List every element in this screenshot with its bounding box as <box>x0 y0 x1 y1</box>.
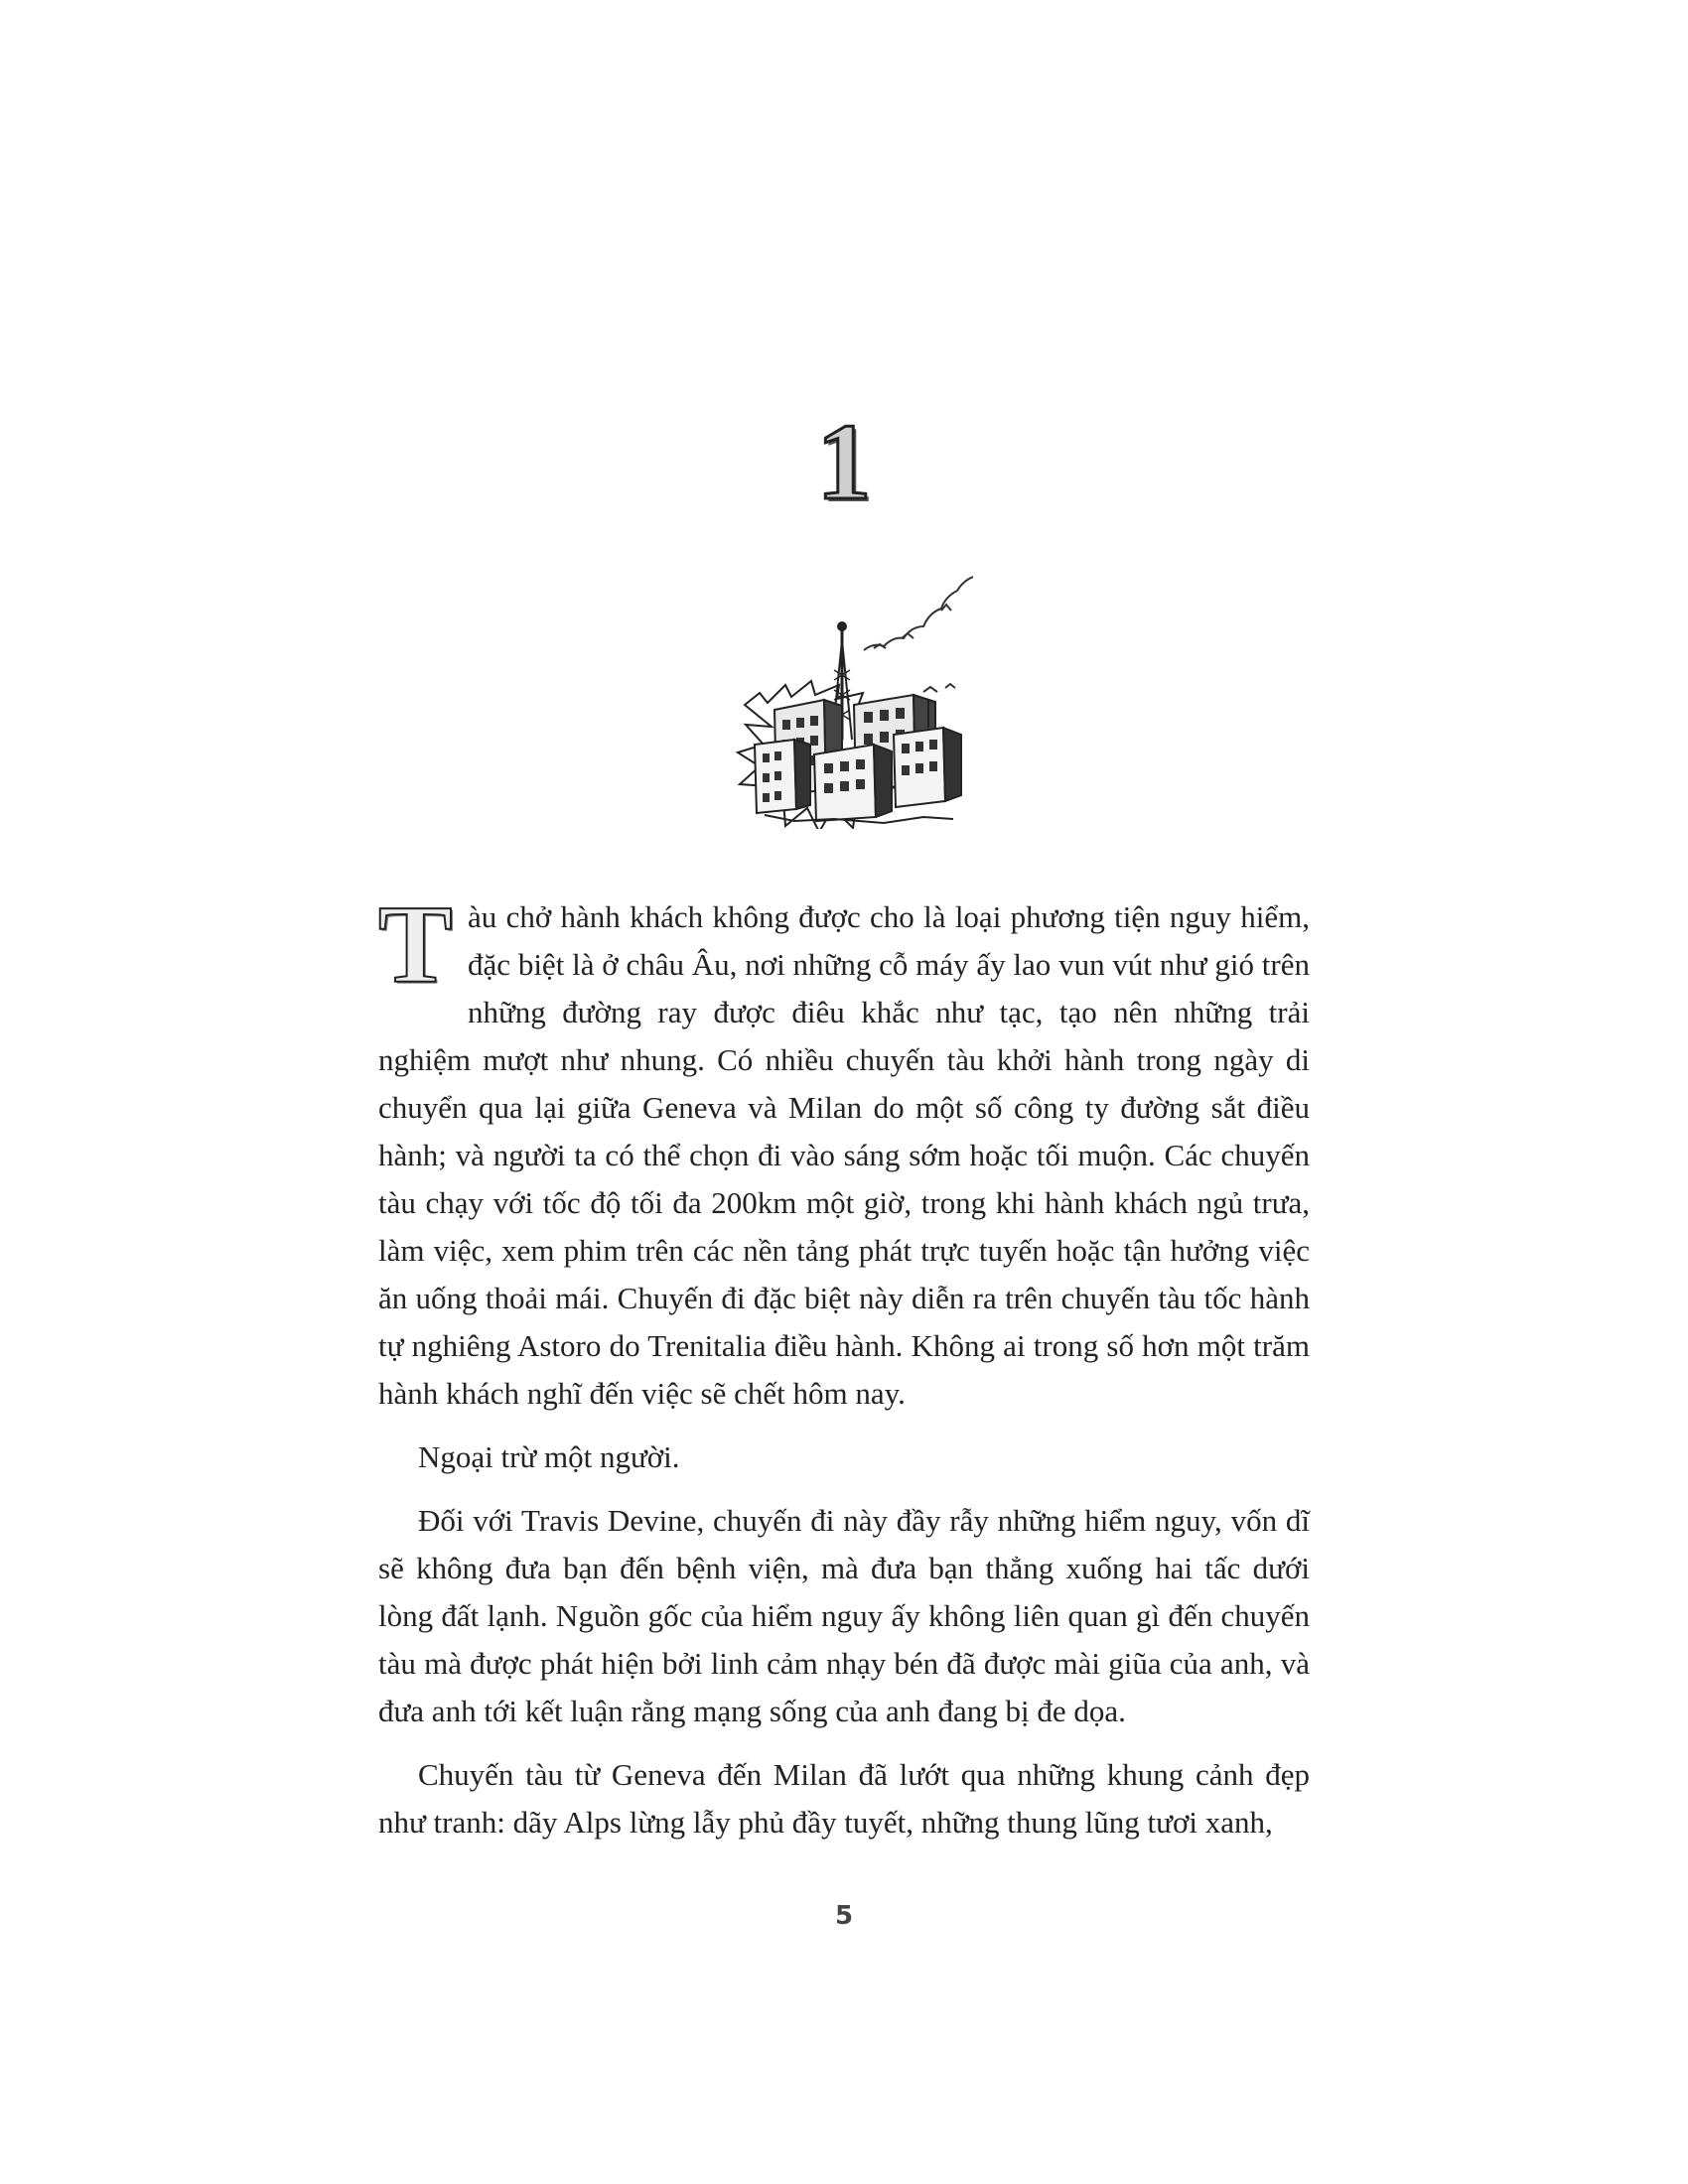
city-buildings-illustration <box>715 541 993 829</box>
chapter-number: 1 <box>816 401 872 522</box>
page-number: 5 <box>834 1901 854 1931</box>
chapter-text <box>378 884 1310 1846</box>
paragraph-4: Chuyến tàu từ Geneva đến Milan đã lướt qua những khung cảnh đẹp như tranh: dãy Alps lừng lẫy phủ đầy tuyết, những thung lũng tươi xanh, <box>378 1757 1310 1840</box>
drop-cap <box>378 884 460 1007</box>
paragraph-1-text: àu chở hành khách không được cho là loại phương tiện nguy hiểm, đặc biệt là ở châu Âu, nơi những cỗ máy ấy lao vun vút như gió trên những đường ray được điêu khắc như tạc, tạo nên những trải nghiệm mượt như nhung. Có nhiều chuyến tàu khởi hành trong ngày di chuyển qua lại giữa Geneva và Milan do một số công ty đường sắt điều hành; và người ta có thể chọn đi vào sáng sớm hoặc tối muộn. Các chuyến tàu chạy với tốc độ tối đa 200km một giờ, trong khi hành khách ngủ trưa, làm việc, xem phim trên các nền tảng phát trực tuyến hoặc tận hưởng việc ăn uống thoải mái. Chuyến đi đặc biệt này diễn ra trên chuyến tàu tốc hành tự nghiêng Astoro do Trenitalia điều hành. Không ai trong số hơn một trăm hành khách nghĩ đến việc sẽ chết hôm nay. <box>378 899 1310 1411</box>
paragraph-2: Ngoại trừ một người. <box>418 1439 680 1474</box>
paragraph-3: Đối với Travis Devine, chuyến đi này đầy rẫy những hiểm nguy, vốn dĩ sẽ không đưa bạn đến bệnh viện, mà đưa bạn thẳng xuống hai tấc dưới lòng đất lạnh. Nguồn gốc của hiểm nguy ấy không liên quan gì đến chuyến tàu mà được phát hiện bởi linh cảm nhạy bén đã được mài giũa của anh, và đưa anh tới kết luận rằng mạng sống của anh đang bị đe dọa. <box>378 1503 1310 1728</box>
drop-cap-letter: T <box>378 884 453 1007</box>
paragraph-1 <box>378 884 1310 1418</box>
